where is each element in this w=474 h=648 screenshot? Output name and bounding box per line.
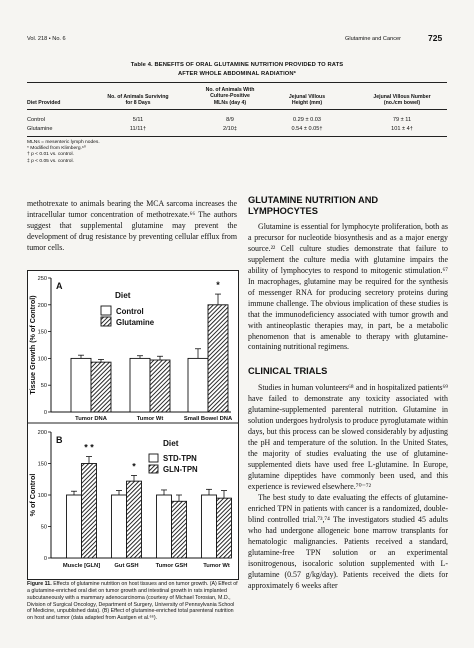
significance-marker: * xyxy=(216,280,220,291)
y-tick-label: 50 xyxy=(40,524,47,531)
category-label: Small Bowel DNA xyxy=(183,416,233,422)
paragraph-lymphocytes: Glutamine is essential for lymphocyte proliferation, both as a precursor for nucleotide biosynthesis and as a major energy source.²² Cell culture studies demonstrate that failure to supplement the culture media with glutamine impairs the ability of lymphocytes to respond to mitogenic stimulation.⁶⁷ In macrophages, glutamine may be required for the synthesis of messenger RNA for producing secretory proteins during immune challenge. The obvious implication of these studies is that the immunodeficiency associated with tumor growth and with antineoplastic therapies may, in part, be a metabolic phenomenon that is amenable to therapy with glutamine-containing nutritional regimens. xyxy=(248,222,448,352)
table-title-line2: AFTER WHOLE ABDOMINAL RADIATION* xyxy=(177,71,297,77)
panel-label: A xyxy=(56,281,63,291)
bar-treatment xyxy=(82,464,97,559)
legend-title: Diet xyxy=(115,291,131,300)
y-tick-label: 50 xyxy=(40,383,47,390)
y-axis-label: Tissue Growth (% of Control) xyxy=(28,295,37,395)
section-heading-glutamine-lymphocytes: GLUTAMINE NUTRITION AND LYMPHOCYTES xyxy=(248,195,379,216)
bar-treatment xyxy=(208,305,228,412)
y-tick-label: 0 xyxy=(43,556,47,562)
category-label: Tumor Wt xyxy=(203,563,230,569)
bar-treatment xyxy=(127,481,142,558)
table-bottom-rule xyxy=(27,136,447,137)
table-header-rule xyxy=(27,109,447,110)
panel-label: B xyxy=(56,435,63,445)
bar-control xyxy=(157,495,172,558)
legend-label: GLN-TPN xyxy=(163,465,198,474)
y-tick-label: 0 xyxy=(43,410,47,416)
page-number: 725 xyxy=(428,33,443,43)
legend-swatch xyxy=(149,465,158,473)
section-heading-clinical-trials: CLINICAL TRIALS xyxy=(248,366,328,377)
y-tick-label: 100 xyxy=(37,356,47,363)
legend-swatch xyxy=(149,454,158,462)
figure-11-chart xyxy=(27,270,239,580)
significance-marker: * * xyxy=(84,442,94,453)
bar-control xyxy=(130,358,150,412)
legend-swatch xyxy=(101,306,111,315)
col-header-diet: Diet Provided xyxy=(27,100,61,106)
paragraph-clinical-1: Studies in human volunteers⁶⁸ and in hospitalized patients⁶⁹ have failed to demonstrate any toxicity associated with glutamine-supplemented parenteral nutrition. Glutamine in solution undergoes hydrolysis to produce pyroglutamate within days, but this process can be slowed considerably by adjusting the pH and temperature of the solution. In the United States, the majority of studies evaluating the use of glutamine-supplemented diets have used free L-glutamine. In Europe, glutamine dipeptides have commonly been used, and this experience is reviewed elsewhere.⁷⁰⁻⁷² xyxy=(248,383,448,492)
significance-marker: * xyxy=(132,461,136,472)
category-label: Tumor Wt xyxy=(136,416,164,422)
bar-control xyxy=(112,495,127,558)
legend-label: Glutamine xyxy=(116,318,155,327)
running-head-title: Glutamine and Cancer xyxy=(345,36,401,42)
table-top-rule xyxy=(27,82,447,83)
category-label: Tumor GSH xyxy=(155,563,188,569)
running-head-volume: Vol. 218 • No. 6 xyxy=(27,36,66,42)
paragraph-clinical-2: The best study to date evaluating the effects of glutamine-enriched TPN in patients with cancer is a randomized, double-blind controlled trial.⁷³,⁷⁴ The investigators studied 45 adults who had undergone allogeneic bone marrow transplants for hematologic malignancies. Patients received a standard, glutamine-free TPN solution or an experimental isonitrogenous, isocaloric solution supplemented with L-glutamine (0.57 g/kg/day). Patients received the diets for approximately 6 weeks after xyxy=(248,492,448,590)
col-header-villous-height: Jejunal Villous Height (mm) xyxy=(288,93,326,106)
legend-swatch xyxy=(101,317,111,326)
figure-11 xyxy=(27,270,239,580)
category-label: Muscle [GLN] xyxy=(62,563,101,569)
table-footnotes: MLNs = mesenteric lymph nodes. * Modified from Klimberg.⁶⁰ † p < 0.01 vs. control. ‡ p < 0.05 vs. control. xyxy=(27,140,100,164)
bar-control xyxy=(188,358,208,412)
figure-caption: Figure 11. Effects of glutamine nutrition on host tissues and on tumor growth. (A) Effect of a glutamine-enriched oral diet on tumor growth and intestinal growth in rats implanted subcutaneously with a mammary adenocarcinoma (courtesy of Michael Torosian, M.D., Division of Surgical Oncology, Department of Surgery, University of Pennsylvania School of Medicine, unpublished data). (B) Effect of glutamine-enriched total parenteral nutrition on host and tumor (data adapted from Austgen et al.⁶⁶). xyxy=(27,581,238,622)
table-title-line1: Table 4. BENEFITS OF ORAL GLUTAMINE NUTRITION PROVIDED TO RATS xyxy=(130,62,344,68)
bar-treatment xyxy=(172,501,187,558)
col-header-mln: No. of Animals With Culture-Positive MLNs (day 4) xyxy=(205,87,255,106)
col-header-villous-number: Jejunal Villous Number (no./cm bowel) xyxy=(373,93,431,106)
legend-label: STD-TPN xyxy=(163,454,197,463)
bar-control xyxy=(67,495,82,558)
left-column-paragraph: methotrexate to animals bearing the MCA sarcoma increases the intracellular tumor concentration of methotrexate.⁶⁶ The authors suggest that supplemental glutamine may prevent the development of drug resistance by preventing cellular efflux from tumor cells. xyxy=(27,199,237,252)
y-tick-label: 150 xyxy=(37,329,47,336)
y-axis-label: % of Control xyxy=(28,473,37,517)
col-header-surviving: No. of Animals Surviving for 8 Days xyxy=(107,93,169,106)
bar-control xyxy=(202,495,217,558)
y-tick-label: 200 xyxy=(37,430,47,436)
bar-treatment xyxy=(91,362,111,412)
legend-title: Diet xyxy=(163,439,179,448)
bar-treatment xyxy=(150,360,170,412)
y-tick-label: 100 xyxy=(37,493,47,499)
legend-label: Control xyxy=(116,307,144,316)
bar-treatment xyxy=(217,498,232,558)
right-column xyxy=(248,195,448,592)
y-tick-label: 250 xyxy=(37,276,47,282)
category-label: Gut GSH xyxy=(114,563,139,569)
y-tick-label: 200 xyxy=(37,302,47,309)
category-label: Tumor DNA xyxy=(75,416,107,422)
y-tick-label: 150 xyxy=(37,461,47,468)
bar-control xyxy=(71,358,91,412)
